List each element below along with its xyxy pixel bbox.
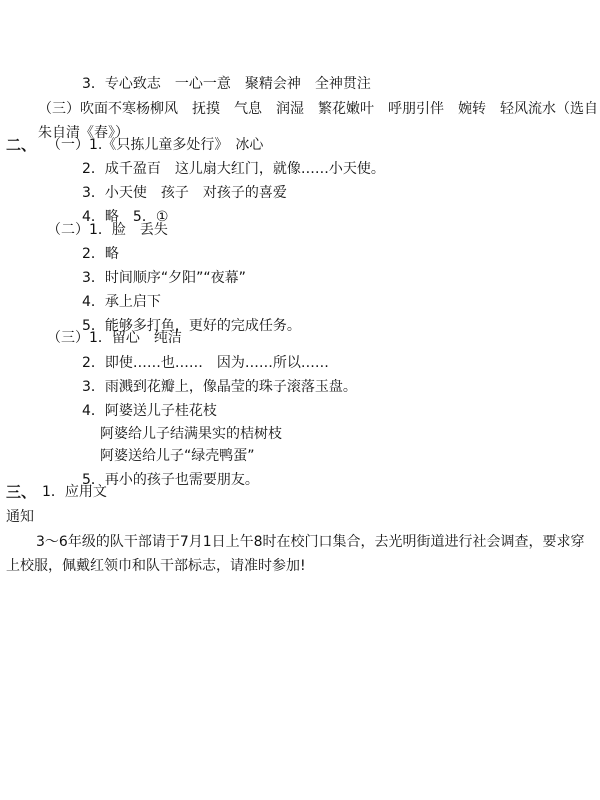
s2-p3-item-4c: 阿婆送给儿子“绿壳鸭蛋” xyxy=(100,448,255,464)
s2-p3-item-2: 2．即使……也…… 因为……所以…… xyxy=(82,355,329,371)
s2-p2-item-5: 5．能够多打鱼，更好的完成任务。 xyxy=(82,318,301,334)
section-3-label: 三、 xyxy=(6,483,37,501)
s2-p3-item-5: 5．再小的孩子也需要朋友。 xyxy=(82,472,259,488)
s2-p3-item-3: 3．雨溅到花瓣上，像晶莹的珠子滚落玉盘。 xyxy=(82,379,357,395)
s2-p2-item-3: 3．时间顺序“夕阳”“夜幕” xyxy=(82,270,246,286)
s2-p1-item-3: 3．小天使 孩子 对孩子的喜爱 xyxy=(82,185,287,201)
s2-p3-item-1: （三）1．留心 纯洁 xyxy=(47,330,182,346)
s2-p2-item-1: （二）1．脸 丢失 xyxy=(47,222,168,238)
s1-part3-line2: 朱自清《春》） xyxy=(38,125,129,141)
s2-p2-item-2: 2．略 xyxy=(82,246,119,262)
notice-body: 3～6年级的队干部请于7月1日上午8时在校门口集合，去光明街道进行社会调查，要求穿上校服，佩戴红领巾和队干部标志，请准时参加! xyxy=(6,534,585,574)
s2-p1-item-2: 2．成千盈百 这儿扇大红门，就像……小天使。 xyxy=(82,161,385,177)
s2-p3-item-4b: 阿婆给儿子结满果实的桔树枝 xyxy=(100,426,282,442)
s2-p1-item-4: 4．略 5．① xyxy=(82,209,169,225)
s2-p2-item-4: 4．承上启下 xyxy=(82,294,161,310)
s1-part3-line1: （三）吹面不寒杨柳风 抚摸 气息 润湿 繁花嫩叶 呼朋引伴 婉转 轻风流水（选自 xyxy=(38,101,598,117)
s3-item-1: 1．应用文 xyxy=(42,484,107,500)
s2-p1-item-1: （一）1.《只拣儿童多处行》 冰心 xyxy=(47,137,264,153)
notice-title: 通知 xyxy=(6,509,34,525)
s2-p3-item-4a: 4．阿婆送儿子桂花枝 xyxy=(82,403,217,419)
section-2-label: 二、 xyxy=(6,136,37,154)
s1-item-3: 3．专心致志 一心一意 聚精会神 全神贯注 xyxy=(82,76,371,92)
